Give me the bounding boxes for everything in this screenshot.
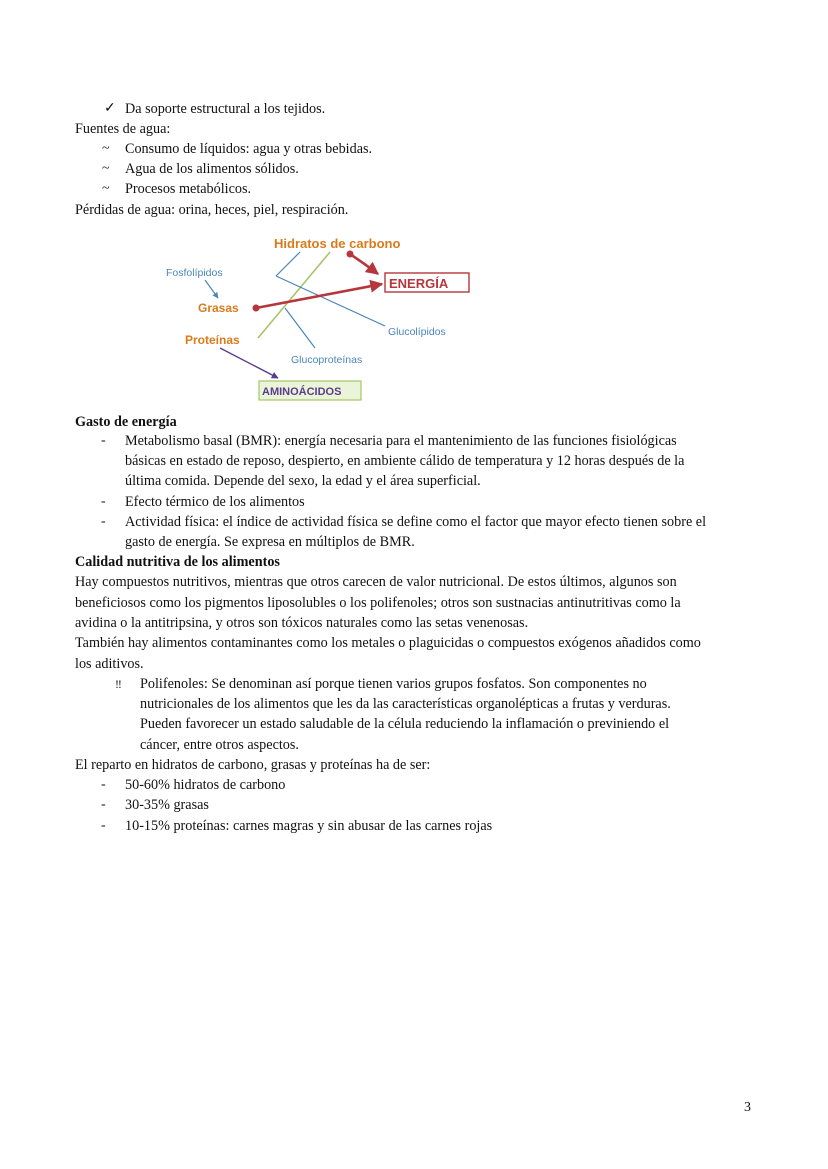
double-exclamation-icon: ‼ (115, 677, 122, 691)
calidad-p2-line: los aditivos. (75, 656, 144, 672)
dash-bullet: - (101, 494, 106, 509)
gasto-title: Gasto de energía (75, 414, 177, 430)
dash-bullet: - (101, 777, 106, 792)
checkmark-icon: ✓ (104, 101, 116, 116)
grasas-energia-arrow (256, 284, 382, 308)
fuente-item: Consumo de líquidos: agua y otras bebidas. (125, 141, 373, 157)
energia-label: ENERGÍA (389, 276, 449, 291)
calidad-title: Calidad nutritiva de los alimentos (75, 554, 280, 570)
fosfolipidos-label: Fosfolípidos (166, 267, 223, 279)
fuentes-title: Fuentes de agua: (75, 121, 171, 137)
gasto-item-line: Efecto térmico de los alimentos (125, 494, 305, 510)
aminoacidos-label: AMINOÁCIDOS (262, 386, 342, 398)
reparto-item: 10-15% proteínas: carnes magras y sin abusar de las carnes rojas (125, 818, 493, 834)
hidratos-label: Hidratos de carbono (274, 236, 401, 251)
tilde-bullet-icon: ~ (102, 161, 110, 176)
perdidas-text: Pérdidas de agua: orina, heces, piel, respiración. (75, 202, 349, 218)
fuente-item: Agua de los alimentos sólidos. (125, 161, 299, 177)
dash-bullet: - (101, 433, 106, 448)
blue-link-line (276, 252, 300, 276)
grasas-dot (253, 305, 260, 312)
tilde-bullet-icon: ~ (102, 141, 110, 156)
nutrient-diagram (160, 230, 480, 410)
calidad-p1-line: Hay compuestos nutritivos, mientras que otros carecen de valor nutricional. De estos últimos, algunos son (75, 574, 677, 590)
glucolipidos-label: Glucolípidos (388, 326, 446, 338)
gasto-item-line: Actividad física: el índice de actividad física se define como el factor que mayor efecto tienen sobre el (125, 514, 707, 530)
calidad-p2-line: También hay alimentos contaminantes como los metales o plaguicidas o compuestos exógenos añadidos como (75, 635, 701, 651)
dash-bullet: - (101, 818, 106, 833)
check-item: Da soporte estructural a los tejidos. (125, 101, 326, 117)
polifenoles-line: cáncer, entre otros aspectos. (140, 737, 299, 753)
grasas-label: Grasas (198, 301, 239, 315)
reparto-item: 30-35% grasas (125, 797, 209, 813)
glucoproteinas-label: Glucoproteínas (291, 354, 363, 366)
proteinas-aminoacidos-arrow (220, 348, 278, 378)
gasto-item-line: Metabolismo basal (BMR): energía necesaria para el mantenimiento de las funciones fisiológicas (125, 433, 677, 449)
fuente-item: Procesos metabólicos. (125, 181, 252, 197)
gasto-item-line: gasto de energía. Se expresa en múltiplos de BMR. (125, 534, 415, 550)
fosfolipidos-arrow (205, 280, 218, 298)
glucoproteinas-line (285, 308, 315, 348)
hidratos-dot (347, 251, 354, 258)
polifenoles-line: Polifenoles: Se denominan así porque tienen varios grupos fosfatos. Son componentes no (140, 676, 647, 692)
polifenoles-line: Pueden favorecer un estado saludable de la célula reduciendo la inflamación o previniendo el (140, 716, 670, 732)
gasto-item-line: última comida. Depende del sexo, la edad y el área superficial. (125, 473, 481, 489)
tilde-bullet-icon: ~ (102, 181, 110, 196)
dash-bullet: - (101, 514, 106, 529)
calidad-p1-line: beneficiosos como los pigmentos liposolubles o los polifenoles; otros son sustnacias antinutritivas como la (75, 595, 681, 611)
dash-bullet: - (101, 797, 106, 812)
page-number: 3 (744, 1100, 751, 1115)
hidratos-energia-arrow (350, 254, 378, 274)
polifenoles-line: nutricionales de los alimentos que les da las características organolépticas a frutas y verduras. (140, 696, 671, 712)
proteinas-label: Proteínas (185, 333, 240, 347)
gasto-item-line: básicas en estado de reposo, despierto, en ambiente cálido de temperatura y 12 horas después de la (125, 453, 685, 469)
reparto-intro: El reparto en hidratos de carbono, grasas y proteínas ha de ser: (75, 757, 431, 773)
calidad-p1-line: avidina o la antitripsina, y otros son tóxicos naturales como las setas venenosas. (75, 615, 529, 631)
reparto-item: 50-60% hidratos de carbono (125, 777, 286, 793)
